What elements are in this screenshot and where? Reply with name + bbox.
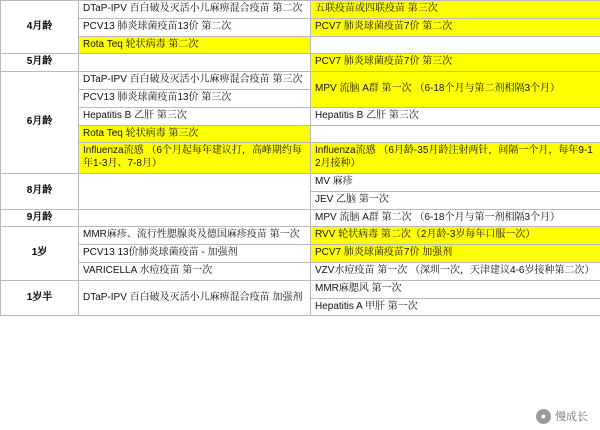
circle-avatar-icon: ● <box>536 409 551 424</box>
age-cell: 8月龄 <box>1 173 79 209</box>
table-row <box>1 18 600 36</box>
domestic-vaccine-cell: PCV13 肺炎球菌疫苗13价 第三次 <box>79 89 311 107</box>
domestic-vaccine-cell: Hepatitis B 乙肝 第三次 <box>79 107 311 125</box>
age-cell: 6月龄 <box>1 72 79 174</box>
table-row <box>1 280 600 298</box>
domestic-vaccine-cell: DTaP-IPV 百白破及灭活小儿麻痹混合疫苗 加强剂 <box>79 280 311 316</box>
watermark-label: 慢成长 <box>555 411 588 423</box>
table-row <box>1 72 600 90</box>
domestic-vaccine-cell: DTaP-IPV 百白破及灭活小儿麻痹混合疫苗 第三次 <box>79 72 311 90</box>
domestic-vaccine-cell: Influenza流感 （6个月起每年建议打，高峰期约每年1-3月、7-8月） <box>79 143 311 174</box>
table-row <box>1 143 600 174</box>
table-row <box>1 262 600 280</box>
age-cell: 4月龄 <box>1 1 79 54</box>
imported-vaccine-cell: MV 麻疹 <box>311 173 600 191</box>
imported-vaccine-cell: PCV7 肺炎球菌疫苗7价 加强剂 <box>311 245 600 263</box>
table-row <box>1 1 600 19</box>
imported-vaccine-cell: PCV7 肺炎球菌疫苗7价 第二次 <box>311 18 600 36</box>
imported-vaccine-cell: 五联疫苗或四联疫苗 第三次 <box>311 1 600 19</box>
domestic-vaccine-cell <box>79 209 311 227</box>
imported-vaccine-cell: MPV 流脑 A群 第一次 （6-18个月与第二剂相隔3个月） <box>311 72 600 108</box>
domestic-vaccine-cell: PCV13 肺炎球菌疫苗13价 第二次 <box>79 18 311 36</box>
domestic-vaccine-cell: Rota Teq 轮状病毒 第三次 <box>79 125 311 143</box>
table-body <box>1 1 600 316</box>
table-row <box>1 54 600 72</box>
age-cell: 5月龄 <box>1 54 79 72</box>
table-row <box>1 125 600 143</box>
imported-vaccine-cell: Hepatitis A 甲肝 第一次 <box>311 298 600 316</box>
imported-vaccine-cell: RVV 轮状病毒 第二次（2月龄-3岁每年口服一次） <box>311 227 600 245</box>
table-row <box>1 173 600 191</box>
imported-vaccine-cell <box>311 36 600 54</box>
domestic-vaccine-cell: PCV13 13价肺炎球菌疫苗 - 加强剂 <box>79 245 311 263</box>
age-cell: 1岁半 <box>1 280 79 316</box>
table-row <box>1 209 600 227</box>
imported-vaccine-cell: MPV 流脑 A群 第二次 （6-18个月与第一剂相隔3个月） <box>311 209 600 227</box>
imported-vaccine-cell: Hepatitis B 乙肝 第三次 <box>311 107 600 125</box>
domestic-vaccine-cell <box>79 54 311 72</box>
imported-vaccine-cell <box>311 125 600 143</box>
table-row <box>1 245 600 263</box>
imported-vaccine-cell: JEV 乙脑 第一次 <box>311 191 600 209</box>
imported-vaccine-cell: VZV水痘疫苗 第一次 （深圳一次，天津建议4-6岁接种第二次） <box>311 262 600 280</box>
domestic-vaccine-cell: Rota Teq 轮状病毒 第二次 <box>79 36 311 54</box>
age-cell: 1岁 <box>1 227 79 280</box>
table-row <box>1 107 600 125</box>
table-row <box>1 36 600 54</box>
table-row <box>1 227 600 245</box>
age-cell: 9月龄 <box>1 209 79 227</box>
imported-vaccine-cell: MMR麻腮风 第一次 <box>311 280 600 298</box>
domestic-vaccine-cell: VARICELLA 水痘疫苗 第一次 <box>79 262 311 280</box>
domestic-vaccine-cell: MMR麻疹、流行性腮腺炎及德国麻疹疫苗 第一次 <box>79 227 311 245</box>
imported-vaccine-cell: Influenza流感 （6月龄-35月龄注射两针，间隔一个月，每年9-12月接种） <box>311 143 600 174</box>
domestic-vaccine-cell <box>79 173 311 209</box>
watermark-badge <box>533 406 596 426</box>
domestic-vaccine-cell: DTaP-IPV 百白破及灭活小儿麻痹混合疫苗 第二次 <box>79 1 311 19</box>
imported-vaccine-cell: PCV7 肺炎球菌疫苗7价 第三次 <box>311 54 600 72</box>
